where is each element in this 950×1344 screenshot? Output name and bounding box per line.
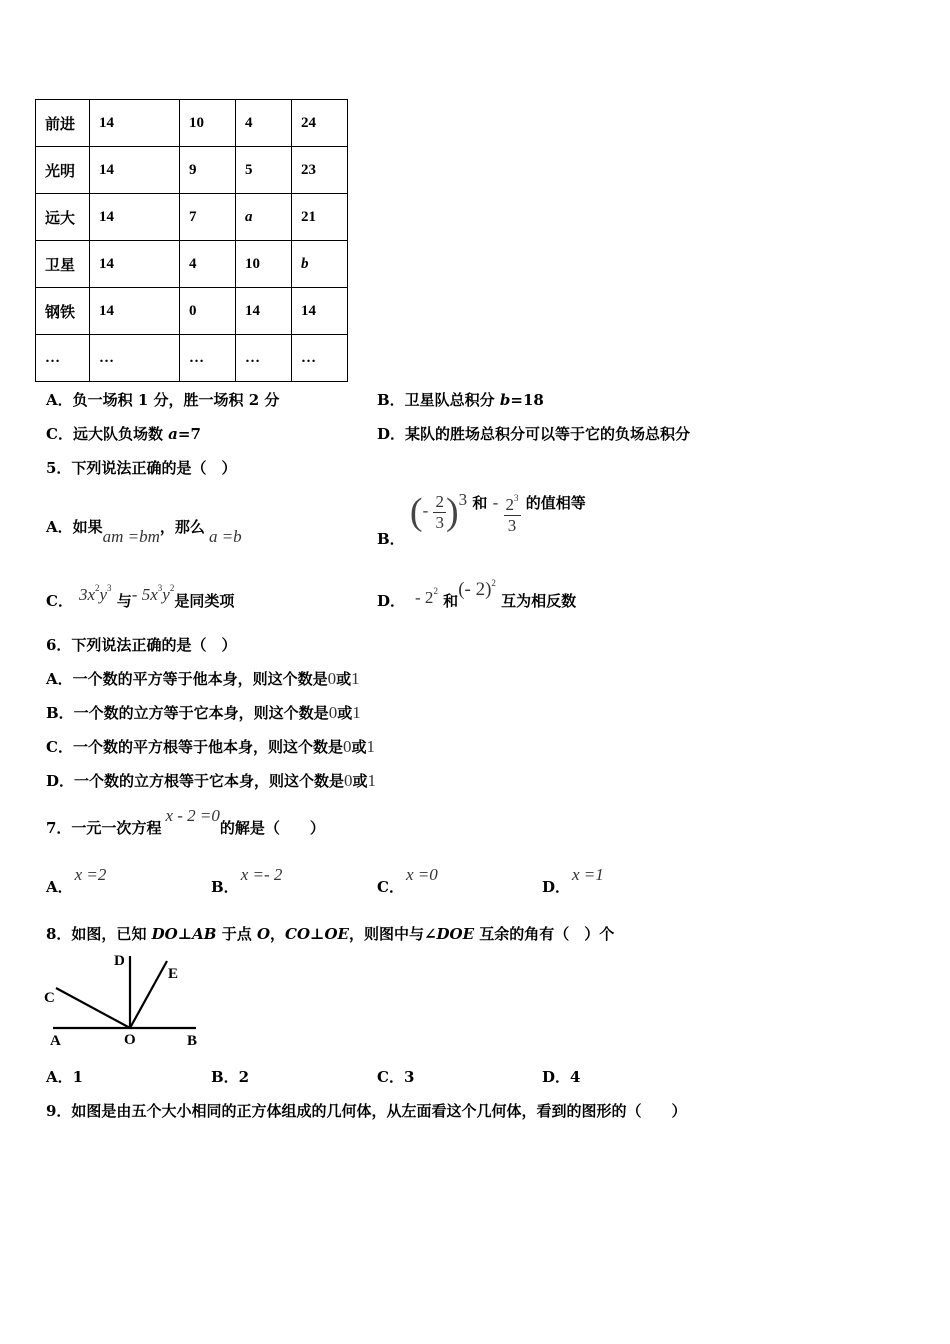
q8-perp2: ⊥	[310, 925, 325, 943]
table-row	[36, 288, 348, 335]
table-cell: 10	[180, 100, 236, 147]
q5-option-b-minus: -	[422, 501, 429, 520]
q6-option-d-or: 或	[352, 772, 368, 790]
table-cell: …	[292, 335, 348, 382]
table-cell: 21	[292, 194, 348, 241]
q6-option-c[interactable]	[46, 736, 375, 757]
label-a: A	[50, 1033, 61, 1049]
table-cell: …	[236, 335, 292, 382]
q6-option-b-one: 1	[352, 703, 361, 722]
q7-option-c-label: C．	[377, 878, 404, 896]
q5-option-d[interactable]: D． - $2^2$ 和(- 2)$^2$ 互为相反数	[377, 578, 577, 610]
q6-option-d[interactable]	[46, 770, 376, 791]
table-row	[36, 335, 348, 382]
q6-option-b[interactable]	[46, 702, 361, 723]
q5-stem: 5．下列说法正确的是（ ）	[46, 459, 237, 477]
q8-option-c[interactable]: C．3	[377, 1068, 415, 1086]
q7-option-a-math: x =2	[74, 865, 107, 884]
ray-oe	[130, 961, 167, 1028]
q7-stem-post: 的解是（ ）	[219, 819, 325, 837]
q5-option-c-label: C．	[46, 592, 73, 610]
q9-stem: 9．如图是由五个大小相同的正方体组成的几何体，从左面看这个几何体，看到的图形的（ ）	[46, 1102, 687, 1120]
table-cell: 14	[236, 288, 292, 335]
q6-option-d-zero: 0	[344, 771, 353, 790]
q8-angle-figure	[40, 948, 210, 1054]
q6-option-c-one: 1	[366, 737, 375, 756]
q5-option-b[interactable]: B． (- $\frac{2}{3}$ )$^3$ 和 - $\frac{2^3}{3}$ 的值相等	[377, 490, 586, 548]
q4-option-b-var: b	[499, 391, 511, 409]
table-row	[36, 194, 348, 241]
q4-option-b-value: =18	[510, 391, 544, 409]
q5-option-d-post: 互为相反数	[501, 592, 577, 610]
q8-option-d[interactable]: D．4	[542, 1068, 581, 1086]
q7-option-c[interactable]	[377, 865, 438, 897]
q4-option-c-var: a	[168, 425, 178, 443]
q8-mid1: 于点	[216, 925, 257, 943]
q4-option-c[interactable]	[46, 423, 201, 444]
label-d: D	[114, 953, 125, 969]
q4-option-b[interactable]	[377, 389, 544, 410]
q6-option-a[interactable]	[46, 668, 360, 689]
q5-option-c-math1: 3x	[78, 585, 95, 604]
table-cell: 9	[180, 147, 236, 194]
team-name-cell: 光明	[36, 147, 90, 194]
q8-stem-pre: 8．如图，已知	[46, 925, 152, 943]
q5-option-d-label: D．	[377, 592, 406, 610]
table-cell: 14	[90, 288, 180, 335]
q6-stem: 6．下列说法正确的是（ ）	[46, 636, 237, 654]
label-b: B	[187, 1033, 198, 1049]
table-row	[36, 241, 348, 288]
table-cell: 14	[90, 241, 180, 288]
q5-option-c[interactable]: C． $3x^2y^3$ 与- $5x^3y^2$是同类项	[46, 583, 235, 610]
table-cell: 23	[292, 147, 348, 194]
table-cell: 24	[292, 100, 348, 147]
table-row	[36, 147, 348, 194]
q7-option-b-math: x =- 2	[240, 865, 283, 884]
q6-option-a-or: 或	[336, 670, 352, 688]
q4-option-d[interactable]: D．某队的胜场总积分可以等于它的负场总积分	[377, 425, 691, 443]
q8-doe: DOE	[436, 925, 475, 943]
label-e: E	[168, 966, 179, 982]
q5-option-c-post: 是同类项	[174, 592, 235, 610]
q5-option-d-mid: 和	[443, 592, 459, 610]
q7-option-a[interactable]	[46, 865, 107, 897]
q8-do: DO	[151, 925, 178, 943]
q8-o: O	[256, 925, 271, 943]
q5-option-a[interactable]	[46, 516, 242, 546]
table-cell: 4	[236, 100, 292, 147]
q8-mid2: ，则图中与∠	[348, 925, 437, 943]
q8-oe: OE	[324, 925, 349, 943]
q8-co: CO	[285, 925, 311, 943]
q8-option-a[interactable]: A．1	[46, 1068, 84, 1086]
q8-option-b[interactable]: B．2	[211, 1068, 250, 1086]
q5-option-c-mid: 与	[116, 592, 132, 610]
q6-option-b-text: B．一个数的立方等于它本身，则这个数是	[46, 704, 329, 722]
q6-option-c-text: C．一个数的平方根等于他本身，则这个数是	[46, 738, 343, 756]
q7-option-c-math: x =0	[405, 865, 438, 884]
q4-option-c-value: =7	[177, 425, 201, 443]
table-cell: 7	[180, 194, 236, 241]
q6-option-b-or: 或	[337, 704, 353, 722]
q7-option-d-math: x =1	[572, 865, 604, 884]
q7-option-d-label: D．	[542, 878, 571, 896]
table-cell: …	[180, 335, 236, 382]
q5-option-b-label: B．	[377, 530, 405, 548]
ray-oc	[56, 988, 130, 1028]
q6-option-a-zero: 0	[327, 669, 337, 688]
q4-option-a[interactable]: A．负一场积 1 分，胜一场积 2 分	[46, 391, 280, 409]
team-name-cell: 远大	[36, 194, 90, 241]
table-cell: 0	[180, 288, 236, 335]
label-o: O	[124, 1032, 136, 1048]
table-cell: 14	[90, 194, 180, 241]
team-name-cell: …	[36, 335, 90, 382]
table-cell: 10	[236, 241, 292, 288]
q8-ab: AB	[192, 925, 217, 943]
q7-stem	[46, 806, 325, 838]
q5-option-c-math2: - 5x	[131, 585, 158, 604]
q5-option-d-math1: - 2	[415, 588, 434, 607]
q4-option-c-text: C．远大队负场数	[46, 425, 169, 443]
table-cell: 4	[180, 241, 236, 288]
q8-perp1: ⊥	[177, 925, 193, 943]
table-row	[36, 100, 348, 147]
q7-option-d[interactable]	[542, 865, 604, 897]
q5-option-b-and: 和	[472, 494, 488, 512]
q5-option-b-fraction2: $\frac{2^3}{3}$	[504, 488, 521, 536]
q6-option-d-one: 1	[367, 771, 377, 790]
table-cell: 5	[236, 147, 292, 194]
score-table	[35, 99, 348, 382]
q8-stem	[46, 923, 614, 944]
q6-option-a-one: 1	[351, 669, 360, 688]
q5-option-b-post: 的值相等	[525, 494, 586, 512]
q5-option-a-math1: am =bm	[102, 527, 160, 546]
table-cell: 14	[90, 100, 180, 147]
q4-option-b-text: B．卫星队总积分	[377, 391, 500, 409]
q5-option-b-fraction: $\frac{2}{3}$	[435, 491, 444, 532]
q7-equation: x - 2 =0	[165, 806, 220, 825]
q6-option-b-zero: 0	[328, 703, 338, 722]
table-cell: b	[292, 241, 348, 288]
team-name-cell: 前进	[36, 100, 90, 147]
table-cell: 14	[292, 288, 348, 335]
q8-comma: ，	[270, 925, 286, 943]
team-name-cell: 卫星	[36, 241, 90, 288]
q7-option-b-label: B．	[211, 878, 239, 896]
q6-option-c-or: 或	[351, 738, 367, 756]
q5-option-a-mid: ，那么	[159, 518, 205, 536]
label-c: C	[44, 990, 55, 1006]
q7-option-b[interactable]	[211, 865, 283, 897]
q6-option-a-text: A．一个数的平方等于他本身，则这个数是	[46, 670, 328, 688]
table-cell: a	[236, 194, 292, 241]
team-name-cell: 钢铁	[36, 288, 90, 335]
q5-option-a-label: A．如果	[46, 518, 103, 536]
table-cell: 14	[90, 147, 180, 194]
q6-option-c-zero: 0	[342, 737, 352, 756]
table-cell: …	[90, 335, 180, 382]
q5-option-a-math2: a =b	[208, 527, 242, 546]
q8-stem-post: 互余的角有（ ）个	[474, 925, 615, 943]
q6-option-d-text: D．一个数的立方根等于它本身，则这个数是	[46, 772, 345, 790]
q7-stem-pre: 7．一元一次方程	[46, 819, 162, 837]
q7-option-a-label: A．	[46, 878, 73, 896]
q5-option-d-math2: (- 2)	[458, 579, 492, 600]
q5-option-b-minus2: -	[492, 493, 499, 512]
q5-option-b-exp: 3	[458, 490, 468, 509]
